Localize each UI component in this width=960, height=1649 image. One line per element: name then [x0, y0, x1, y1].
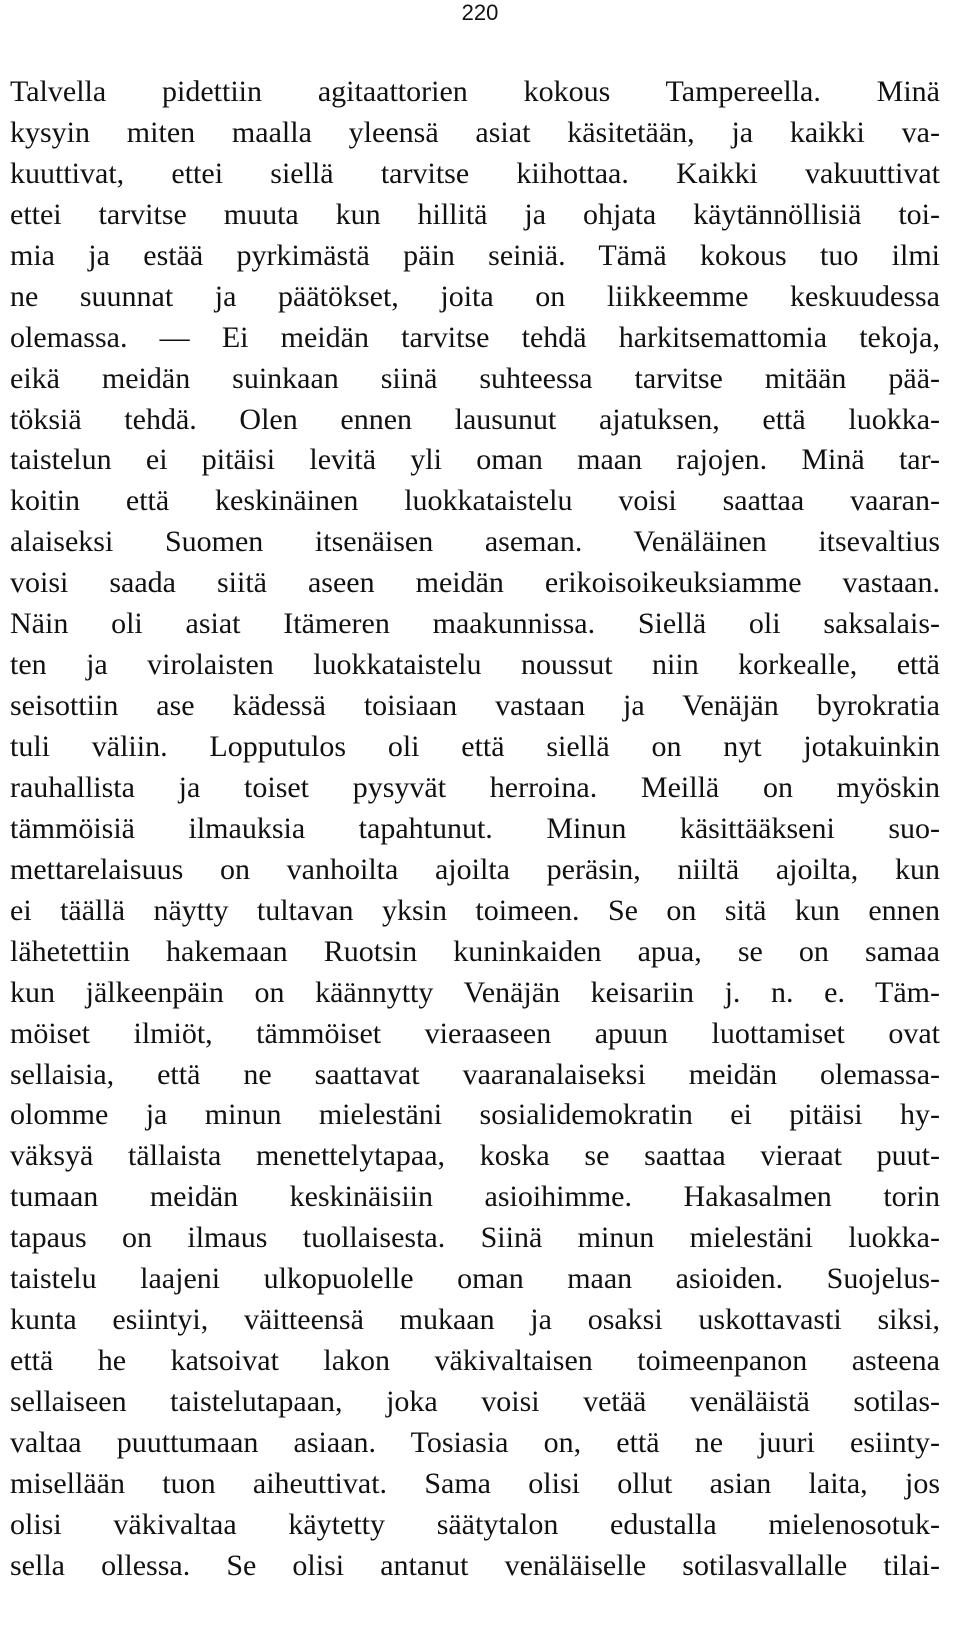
text-line: misellään tuon aiheuttivat. Sama olisi ollut asian laita, jos [10, 1466, 940, 1500]
text-line: tuli väliin. Lopputulos oli että siellä on nyt jotakuinkin [10, 730, 940, 763]
text-line: Näin oli asiat Itämeren maakunnissa. Siellä oli saksalais- [10, 607, 940, 641]
text-line: voisi saada siitä aseen meidän erikoisoikeuksiamme vastaan. [10, 566, 940, 600]
text-line: koitin että keskinäinen luokkataistelu voisi saattaa vaaran- [10, 484, 940, 518]
text-line: taistelu laajeni ulkopuolelle oman maan asioiden. Suojelus- [10, 1262, 940, 1296]
text-line: mettarelaisuus on vanhoilta ajoilta peräsin, niiltä ajoilta, kun [10, 852, 940, 886]
body-paragraph [10, 72, 940, 1587]
text-line: tapaus on ilmaus tuollaisesta. Siinä minun mielestäni luokka- [10, 1221, 940, 1255]
text-line: ten ja virolaisten luokkataistelu noussut niin korkealle, että [10, 648, 940, 682]
text-line: että he katsoivat lakon väkivaltaisen toimeenpanon asteena [10, 1344, 940, 1378]
text-line: taistelun ei pitäisi levitä yli oman maan rajojen. Minä tar- [10, 443, 940, 477]
text-line: tämmöisiä ilmauksia tapahtunut. Minun käsittääkseni suo- [10, 811, 940, 845]
text-line: kunta esiintyi, väitteensä mukaan ja osaksi uskottavasti siksi, [10, 1303, 940, 1337]
text-line: kuuttivat, ettei siellä tarvitse kiihottaa. Kaikki vakuuttivat [10, 156, 940, 190]
text-line: kun jälkeenpäin on käännytty Venäjän keisariin j. n. e. Täm- [10, 975, 940, 1009]
text-line: rauhallista ja toiset pysyvät herroina. Meillä on myöskin [10, 770, 940, 804]
text-line: seisottiin ase kädessä toisiaan vastaan ja Venäjän byrokratia [10, 689, 940, 723]
text-line: olemassa. — Ei meidän tarvitse tehdä harkitsemattomia tekoja, [10, 320, 940, 354]
text-line: mia ja estää pyrkimästä päin seiniä. Tämä kokous tuo ilmi [10, 238, 940, 272]
text-line: sellaiseen taistelutapaan, joka voisi vetää venäläistä sotilas- [10, 1385, 940, 1418]
text-line: eikä meidän suinkaan siinä suhteessa tarvitse mitään pää- [10, 361, 940, 395]
text-line: ettei tarvitse muuta kun hillitä ja ohjata käytännöllisiä toi- [10, 197, 940, 231]
text-line: tumaan meidän keskinäisiin asioihimme. Hakasalmen torin [10, 1180, 940, 1214]
text-line: alaiseksi Suomen itsenäisen aseman. Venäläinen itsevaltius [10, 525, 940, 559]
text-line: väksyä tällaista menettelytapaa, koska se saattaa vieraat puut- [10, 1139, 940, 1173]
text-line: kysyin miten maalla yleensä asiat käsitetään, ja kaikki va- [10, 115, 940, 149]
text-line: olomme ja minun mielestäni sosialidemokratin ei pitäisi hy- [10, 1098, 940, 1132]
text-line: Talvella pidettiin agitaattorien kokous Tampereella. Minä [10, 75, 940, 108]
text-line: sellaisia, että ne saattavat vaaranalaiseksi meidän olemassa- [10, 1057, 940, 1091]
text-line: sella ollessa. Se olisi antanut venäläiselle sotilasvallalle tilai- [10, 1548, 940, 1582]
text-line: ei täällä näytty tultavan yksin toimeen. Se on sitä kun ennen [10, 893, 940, 927]
text-line: möiset ilmiöt, tämmöiset vieraaseen apuun luottamiset ovat [10, 1016, 940, 1050]
text-line: ne suunnat ja päätökset, joita on liikkeemme keskuudessa [10, 279, 940, 313]
text-line: lähetettiin hakemaan Ruotsin kuninkaiden apua, se on samaa [10, 934, 940, 968]
text-line: töksiä tehdä. Olen ennen lausunut ajatuksen, että luokka- [10, 402, 940, 436]
text-line: valtaa puuttumaan asiaan. Tosiasia on, että ne juuri esiinty- [10, 1425, 940, 1459]
page-number: 220 [461, 0, 499, 25]
text-line: olisi väkivaltaa käytetty säätytalon edustalla mielenosotuk- [10, 1507, 940, 1541]
